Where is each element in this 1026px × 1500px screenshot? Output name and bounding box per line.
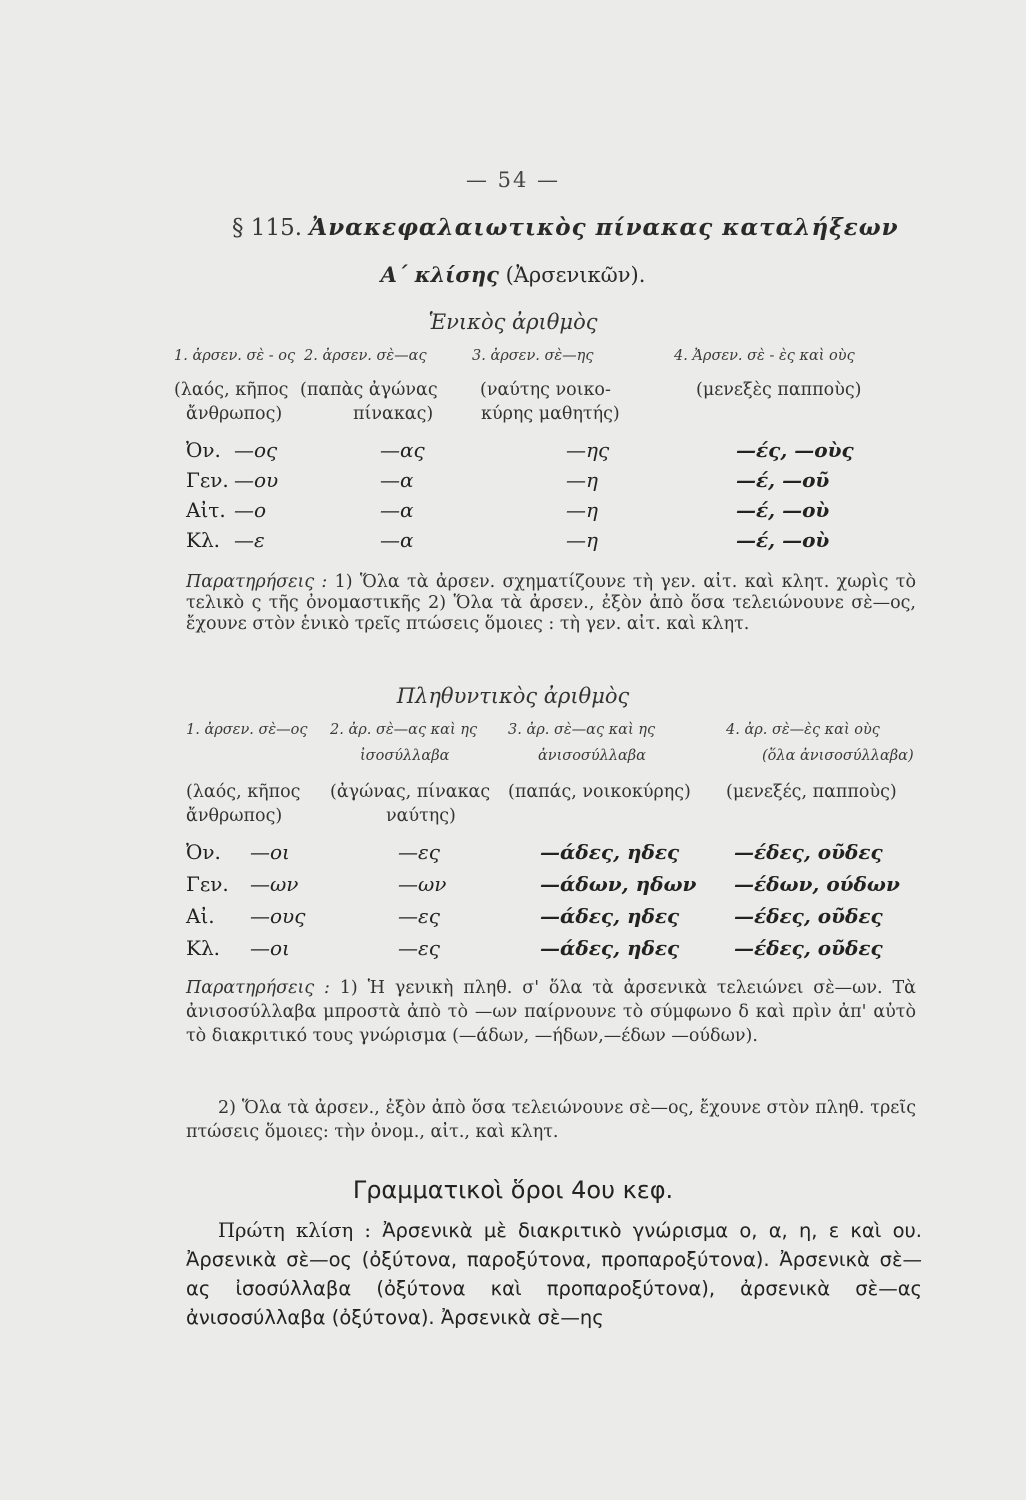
- ending-cell: —η: [566, 528, 598, 552]
- section-subtitle: [0, 262, 1026, 287]
- singular-col2-example: πίνακας): [353, 404, 434, 424]
- singular-col4-header: 4. Ἀρσεν. σὲ - ὲς καὶ οὺς: [674, 348, 855, 364]
- singular-col1-header: 1. ἀρσεν. σὲ - ος: [174, 348, 296, 364]
- case-label: Κλ.: [186, 528, 220, 552]
- notes-label: Παρατηρήσεις :: [186, 978, 330, 998]
- ending-cell: —έδες, οῦδες: [734, 904, 883, 928]
- plural-col1-example: (λαός, κῆπος: [186, 782, 301, 802]
- ending-cell: —ες: [398, 936, 440, 960]
- page-number: — 54 —: [465, 168, 561, 192]
- singular-col2-example: (παπὰς ἀγώνας: [300, 380, 438, 400]
- notes-text: 1) Ὅλα τὰ ἀρσεν. σχηματίζουνε τὴ γεν. αἰτ. καὶ κλητ. χωρὶς τὸ τελικὸ ς τῆς ὀνομαστικῆς 2) Ὅλα τὰ ἀρσεν., ἐξὸν ἀπὸ ὅσα τελειώνουνε σὲ—ος, ἔχουνε στὸν ἑνικὸ τρεῖς πτώσεις ὅμοιες : τὴ γεν. αἰτ. καὶ κλητ.: [186, 572, 916, 634]
- singular-col3-header: 3. ἀρσεν. σὲ—ης: [472, 348, 594, 364]
- plural-col4-header: 4. ἀρ. σὲ—ὲς καὶ οὺς: [726, 722, 880, 738]
- ending-cell: —ές, —οὺς: [736, 438, 854, 462]
- ending-cell: —άδες, ηδες: [540, 904, 680, 928]
- ending-cell: —ων: [398, 872, 447, 896]
- ending-cell: —η: [566, 498, 598, 522]
- section-title-text: Ἀνακεφαλαιωτικὸς πίνακας καταλήξεων: [309, 214, 899, 241]
- plural-notes: [186, 976, 916, 1048]
- ending-cell: —ου: [234, 468, 279, 492]
- ending-cell: —ο: [234, 498, 267, 522]
- ending-cell: —έ, —οὺ: [736, 498, 830, 522]
- section-subtitle-declension: Α΄ κλίσης: [380, 262, 499, 287]
- terms-lead: Πρώτη κλίση :: [218, 1219, 371, 1242]
- ending-cell: —ος: [234, 438, 278, 462]
- singular-col4-example: (μενεξὲς παπποὺς): [696, 380, 862, 400]
- ending-cell: —άδες, ηδες: [540, 936, 680, 960]
- singular-col2-header: 2. ἀρσεν. σὲ—ας: [304, 348, 427, 364]
- ending-cell: —ες: [398, 904, 440, 928]
- ending-cell: —έ, —οὺ: [736, 528, 830, 552]
- ending-cell: —α: [380, 528, 414, 552]
- singular-col1-example: (λαός, κῆπος: [174, 380, 289, 400]
- ending-cell: —έδες, οῦδες: [734, 936, 883, 960]
- plural-col1-header: 1. ἀρσεν. σὲ—ος: [186, 722, 308, 738]
- ending-cell: —α: [380, 498, 414, 522]
- ending-cell: —ες: [398, 840, 440, 864]
- plural-col4-example: (μενεξές, παπποὺς): [726, 782, 897, 802]
- terms-paragraph: [186, 1216, 922, 1332]
- case-label: Κλ.: [186, 936, 220, 960]
- case-label: Γεν.: [186, 468, 229, 492]
- ending-cell: —ους: [250, 904, 306, 928]
- terms-heading: Γραμματικοὶ ὅροι 4ου κεφ.: [352, 1176, 674, 1204]
- plural-note-1: 1) Ἡ γενικὴ πληθ. σ' ὅλα τὰ ἀρσενικὰ τελειώνει σὲ—ων. Τὰ ἀνισοσύλλαβα μπροστὰ ἀπὸ τὸ —ων παίρνουνε τὸ σύμφωνο δ καὶ πρὶν ἀπ' αὐτὸ τὸ διακριτικό τους γνώρισμα (—άδων, —ήδων,—έδων —ούδων).: [186, 978, 916, 1046]
- section-subtitle-gender: (Ἀρσενικῶν).: [505, 263, 646, 287]
- singular-notes: [186, 572, 916, 635]
- case-label: Ὀν.: [186, 840, 221, 864]
- case-label: Αἰτ.: [186, 498, 226, 522]
- singular-col3-example: (ναύτης νοικο-: [480, 380, 611, 400]
- ending-cell: —ης: [566, 438, 610, 462]
- ending-cell: —α: [380, 468, 414, 492]
- ending-cell: —ε: [234, 528, 265, 552]
- plural-col4-subheader: (ὅλα ἀνισοσύλλαβα): [762, 748, 914, 764]
- terms-text: Ἀρσενικὰ μὲ διακριτικὸ γνώρισμα ο, α, η, ε καὶ ου. Ἀρσενικὰ σὲ—ος (ὀξύτονα, παροξύτονα, προπαροξύτονα). Ἀρσενικὰ σὲ—ας ἰσοσύλλαβα (ὀξύτονα καὶ προπαροξύτονα), ἀρσενικὰ σὲ—ας ἀνισοσύλλαβα (ὀξύτονα). Ἀρσενικὰ σὲ—ης: [186, 1219, 922, 1329]
- plural-col2-example: (ἀγώνας, πίνακας: [330, 782, 491, 802]
- case-label: Αἰ.: [186, 904, 215, 928]
- singular-col3-example: κύρης μαθητής): [481, 404, 620, 424]
- ending-cell: —άδες, ηδες: [540, 840, 680, 864]
- ending-cell: —ων: [250, 872, 299, 896]
- plural-col2-example: ναύτης): [386, 806, 456, 826]
- singular-col1-example: ἄνθρωπος): [186, 404, 283, 424]
- singular-heading: Ἑνικὸς ἀριθμὸς: [428, 310, 598, 334]
- plural-col2-subheader: ἰσοσύλλαβα: [360, 748, 450, 764]
- plural-col3-header: 3. ἀρ. σὲ—ας καὶ ης: [508, 722, 656, 738]
- ending-cell: —έδων, ούδων: [734, 872, 900, 896]
- plural-col1-example: ἄνθρωπος): [186, 806, 283, 826]
- plural-heading: Πληθυντικὸς ἀριθμὸς: [396, 684, 630, 708]
- ending-cell: —άδων, ηδων: [540, 872, 697, 896]
- case-label: Ὀν.: [186, 438, 221, 462]
- case-label: Γεν.: [186, 872, 229, 896]
- ending-cell: —έ, —οῦ: [736, 468, 830, 492]
- ending-cell: —ας: [380, 438, 425, 462]
- plural-col3-example: (παπάς, νοικοκύρης): [508, 782, 691, 802]
- section-title: [232, 214, 899, 241]
- plural-col2-header: 2. ἀρ. σὲ—ας καὶ ης: [330, 722, 478, 738]
- ending-cell: —οι: [250, 840, 290, 864]
- ending-cell: —οι: [250, 936, 290, 960]
- notes-label: Παρατηρήσεις :: [186, 572, 328, 592]
- ending-cell: —η: [566, 468, 598, 492]
- section-number: § 115.: [232, 215, 303, 241]
- plural-col3-subheader: ἀνισοσύλλαβα: [538, 748, 646, 764]
- ending-cell: —έδες, οῦδες: [734, 840, 883, 864]
- plural-note-2: 2) Ὅλα τὰ ἀρσεν., ἐξὸν ἀπὸ ὅσα τελειώνουνε σὲ—ος, ἔχουνε στὸν πληθ. τρεῖς πτώσεις ὅμοιες: τὴν ὀνομ., αἰτ., καὶ κλητ.: [186, 1098, 916, 1142]
